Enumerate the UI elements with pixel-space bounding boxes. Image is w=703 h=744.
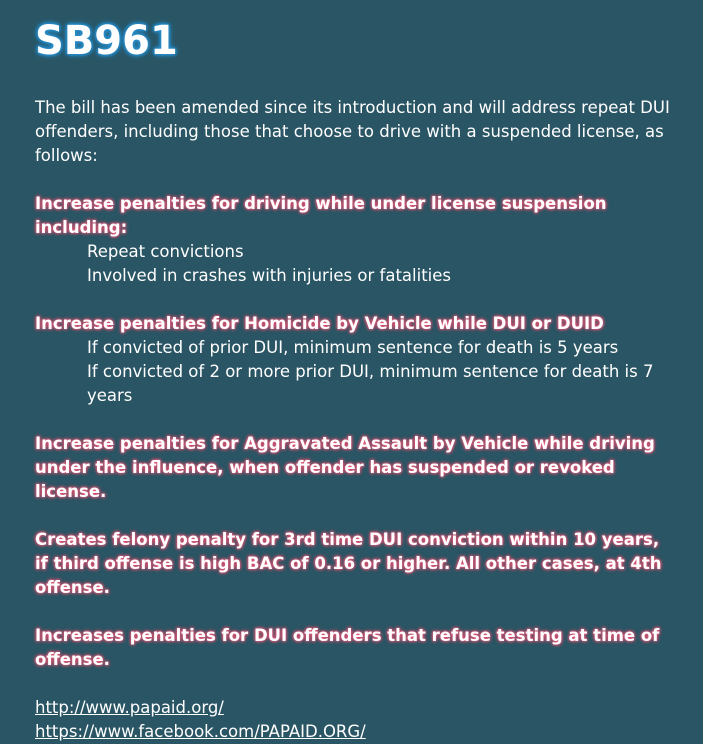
spacer bbox=[35, 288, 675, 312]
spacer bbox=[35, 504, 675, 528]
spacer bbox=[35, 168, 675, 192]
intro-paragraph: The bill has been amended since its introduction and will address repeat DUI offenders, including those that choose to drive with a suspended license, as follows: bbox=[35, 98, 670, 165]
section-heading-refuse-testing: Increases penalties for DUI offenders that refuse testing at time of offense. bbox=[35, 626, 660, 669]
section-heading-felony: Creates felony penalty for 3rd time DUI conviction within 10 years, if third offense is high BAC of 0.16 or higher. All other cases, at 4th offense. bbox=[35, 530, 662, 597]
papaid-website-link[interactable]: http://www.papaid.org/ bbox=[35, 698, 224, 717]
spacer bbox=[35, 672, 675, 696]
section-item: If convicted of 2 or more prior DUI, minimum sentence for death is 7 years bbox=[87, 362, 654, 405]
spacer bbox=[35, 600, 675, 624]
section-heading-suspension: Increase penalties for driving while under license suspension including: bbox=[35, 194, 607, 237]
section-item: If convicted of prior DUI, minimum sentence for death is 5 years bbox=[87, 338, 619, 357]
section-item: Repeat convictions bbox=[87, 242, 244, 261]
slide-content bbox=[35, 96, 675, 744]
section-heading-homicide: Increase penalties for Homicide by Vehicle while DUI or DUID bbox=[35, 314, 604, 333]
section-heading-aggravated-assault: Increase penalties for Aggravated Assault by Vehicle while driving under the influence, when offender has suspended or revoked license. bbox=[35, 434, 655, 501]
spacer bbox=[35, 408, 675, 432]
section-item: Involved in crashes with injuries or fatalities bbox=[87, 266, 451, 285]
facebook-link[interactable]: https://www.facebook.com/PAPAID.ORG/ bbox=[35, 722, 366, 741]
slide-title: SB961 bbox=[35, 18, 178, 64]
